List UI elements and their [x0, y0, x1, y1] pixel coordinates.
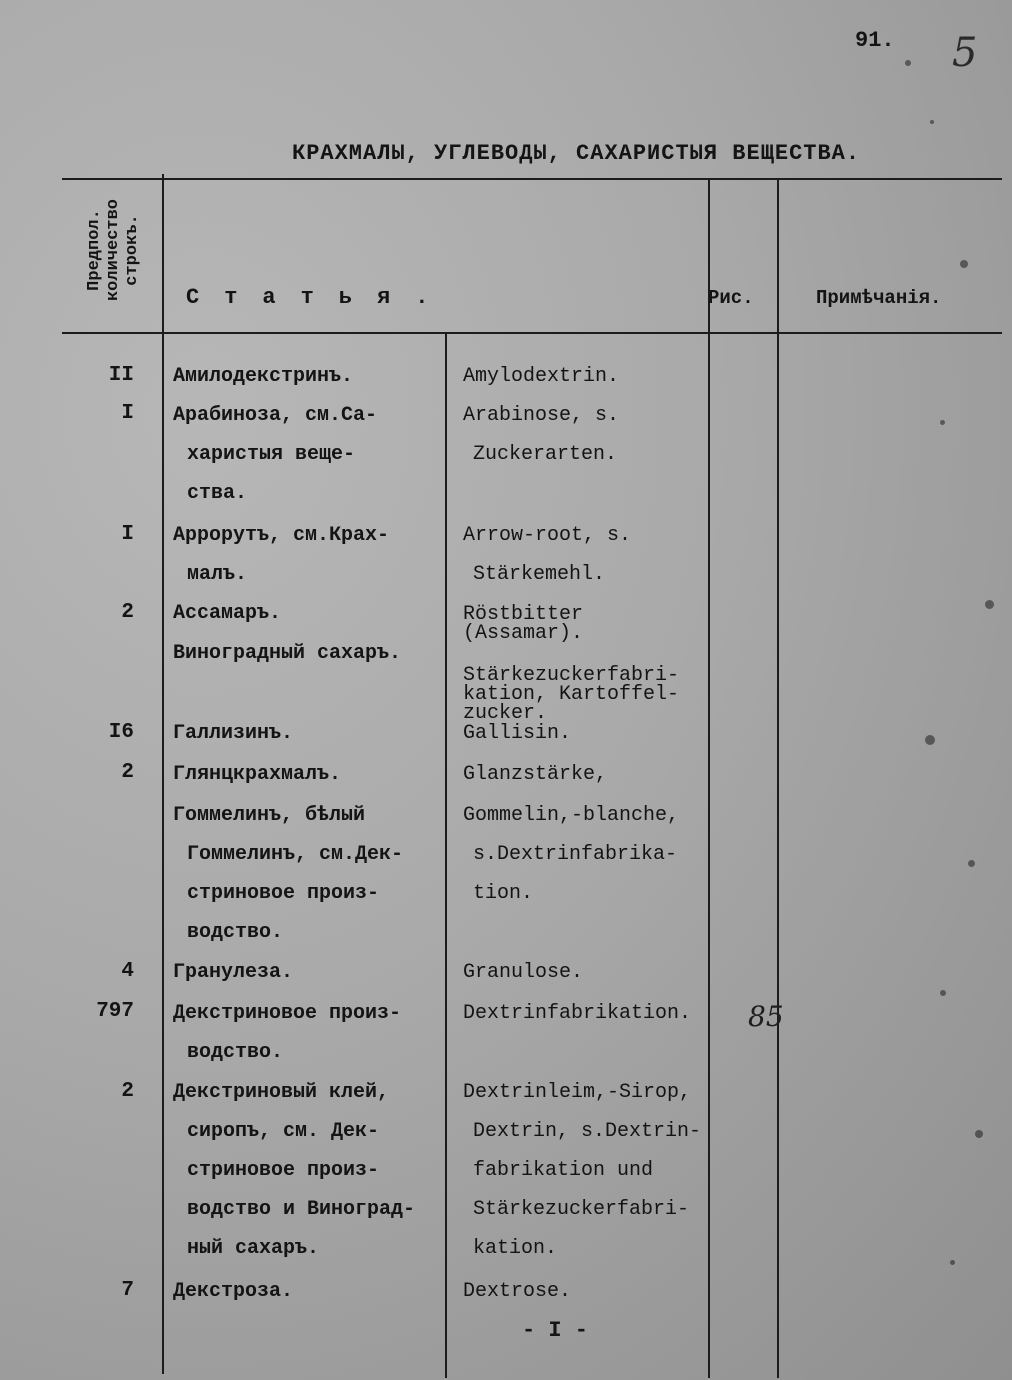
russian-line: сиропъ, см. Дек- [187, 1120, 380, 1143]
russian-line: Гранулеза. [173, 961, 294, 984]
qty-column-divider [162, 174, 164, 1374]
row-russian-entry [173, 714, 443, 753]
row-russian-entry [173, 994, 443, 1072]
page-title: КРАХМАЛЫ, УГЛЕВОДЫ, САХАРИСТЫЯ ВЕЩЕСТВА. [292, 141, 861, 166]
row-quantity: II [108, 364, 134, 387]
row-russian-entry [173, 357, 443, 396]
german-line: Dextrinfabrikation. [463, 1002, 692, 1025]
german-line: Dextrinleim,-Sirop, [463, 1081, 692, 1104]
german-line: Gommelin,-blanche, [463, 804, 680, 827]
german-line: kation. [473, 1237, 558, 1260]
header-quantity-line: строкъ. [123, 214, 142, 286]
row-german-entry [463, 953, 708, 992]
german-line: Gallisin. [463, 722, 572, 745]
article-split-divider [445, 333, 447, 1378]
russian-line: Гоммелинъ, см.Дек- [187, 843, 404, 866]
row-russian-entry [173, 396, 443, 513]
german-line: (Assamar). [463, 622, 584, 645]
german-line: Arabinose, s. [463, 404, 620, 427]
german-line: zucker. [463, 702, 548, 725]
russian-line: харистыя веще- [187, 443, 356, 466]
german-line: Stärkezuckerfabri- [463, 664, 680, 687]
header-quantity [85, 170, 155, 330]
handwritten-page-mark: 5 [952, 30, 978, 76]
russian-line: Галлизинъ. [173, 722, 294, 745]
row-russian-entry [173, 1272, 443, 1311]
german-line: kation, Kartoffel- [463, 683, 680, 706]
row-russian-entry [173, 1073, 443, 1268]
header-figures: Рис. [708, 287, 754, 309]
row-quantity: I [121, 402, 134, 425]
row-german-entry [463, 1272, 708, 1311]
header-notes: Примѣчанія. [816, 287, 942, 309]
row-quantity: 2 [121, 601, 134, 624]
german-line: tion. [473, 882, 534, 905]
german-line: Röstbitter [463, 603, 584, 626]
table-top-rule [62, 178, 1002, 180]
ink-stain [960, 260, 968, 268]
row-quantity: 4 [121, 960, 134, 983]
russian-line: Аррорутъ, см.Крах- [173, 524, 390, 547]
row-german-entry [463, 755, 708, 794]
row-german-entry [463, 994, 708, 1033]
ink-stain [925, 735, 935, 745]
row-russian-entry [173, 755, 443, 794]
figures-column-left [708, 178, 710, 1378]
header-bottom-rule [62, 332, 1002, 334]
russian-line: ства. [187, 482, 248, 505]
german-line: Granulose. [463, 961, 584, 984]
ink-stain [950, 1260, 955, 1265]
german-line: Dextrose. [463, 1280, 572, 1303]
german-line: Stärkemehl. [473, 563, 606, 586]
russian-line: Виноградный сахаръ. [173, 642, 402, 665]
russian-line: Ассамаръ. [173, 602, 282, 625]
russian-line: Декстриновое произ- [173, 1002, 402, 1025]
row-quantity: 797 [96, 1000, 134, 1023]
row-german-entry [463, 516, 708, 594]
row-russian-entry [173, 796, 443, 952]
row-russian-entry [173, 634, 443, 673]
row-german-entry [463, 1073, 708, 1268]
figures-column-right [777, 178, 779, 1378]
row-quantity: 2 [121, 1080, 134, 1103]
ink-stain [940, 990, 946, 996]
russian-line: малъ. [187, 563, 248, 586]
russian-line: Декстриновый клей, [173, 1081, 390, 1104]
ink-stain [985, 600, 994, 609]
russian-line: Гоммелинъ, бѣлый [173, 804, 366, 827]
russian-line: стриновое произ- [187, 1159, 380, 1182]
german-line: fabrikation und [473, 1159, 654, 1182]
russian-line: Амилодекстринъ. [173, 365, 354, 388]
header-article: Статья. [186, 285, 454, 310]
row-russian-entry [173, 594, 443, 633]
page-number: 91. [855, 28, 895, 53]
figure-count: 85 [748, 1000, 784, 1033]
german-line: Arrow-root, s. [463, 524, 632, 547]
row-german-entry [463, 357, 708, 396]
russian-line: Глянцкрахмалъ. [173, 763, 342, 786]
header-quantity-line: количество [104, 198, 123, 302]
row-german-entry [463, 796, 708, 913]
russian-line: ный сахаръ. [187, 1237, 320, 1260]
row-german-entry [463, 396, 708, 474]
german-line: Glanzstärke, [463, 763, 608, 786]
row-quantity: 7 [121, 1279, 134, 1302]
ink-stain [940, 420, 945, 425]
russian-line: водство и Виноград- [187, 1198, 416, 1221]
german-line: Amylodextrin. [463, 365, 620, 388]
row-quantity: I6 [108, 721, 134, 744]
ink-stain [975, 1130, 983, 1138]
german-line: Dextrin, s.Dextrin- [473, 1120, 702, 1143]
russian-line: Декстроза. [173, 1280, 294, 1303]
german-line: Stärkezuckerfabri- [473, 1198, 690, 1221]
ink-stain [905, 60, 911, 66]
row-quantity: 2 [121, 761, 134, 784]
header-quantity-line: Предпол. [85, 209, 104, 291]
ink-stain [968, 860, 975, 867]
russian-line: стриновое произ- [187, 882, 380, 905]
russian-line: водство. [187, 921, 284, 944]
row-russian-entry [173, 516, 443, 594]
row-quantity: I [121, 523, 134, 546]
russian-line: Арабиноза, см.Са- [173, 404, 378, 427]
row-german-entry [463, 714, 708, 753]
page-footer: - I - [522, 1318, 589, 1343]
german-line: s.Dextrinfabrika- [473, 843, 678, 866]
russian-line: водство. [187, 1041, 284, 1064]
row-german-entry [463, 605, 708, 643]
row-russian-entry [173, 953, 443, 992]
german-line: Zuckerarten. [473, 443, 618, 466]
ink-stain [930, 120, 934, 124]
